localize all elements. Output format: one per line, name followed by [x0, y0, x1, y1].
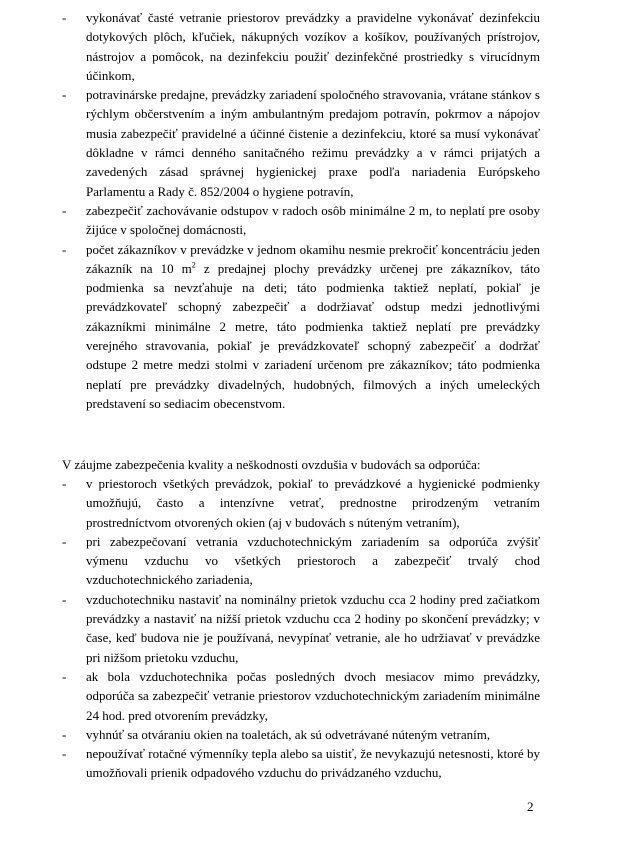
- list-item: [62, 474, 540, 532]
- list-item-text: nepoužívať rotačné výmenníky tepla alebo sa uistiť, že nevykazujú netesnosti, ktoré by umožňovali prienik odpadového vzduchu do privádzaného vzduchu,: [86, 746, 540, 781]
- bullet-dash: -: [62, 202, 67, 218]
- list-item: [62, 8, 540, 85]
- air-quality-list: [62, 474, 540, 783]
- measures-list: [62, 8, 540, 413]
- section-intro: V záujme zabezpečenia kvality a neškodnosti ovzdušia v budovách sa odporúča:: [62, 457, 481, 472]
- bullet-dash: -: [62, 476, 67, 491]
- superscript: 2: [191, 260, 196, 270]
- list-item-text: ak bola vzduchotechnika počas posledných dvoch mesiacov mimo prevádzky, odporúča sa zabezpečiť vetranie priestorov vzduchotechnickým zariadením minimálne 24 hod. pred otvorením prevádzky,: [86, 668, 540, 723]
- list-item: [62, 590, 540, 667]
- list-item: [62, 532, 540, 590]
- bullet-dash: -: [62, 668, 67, 684]
- list-item-text: vykonávať časté vetranie priestorov prevádzky a pravidelne vykonávať dezinfekciu dotykových plôch, kľučiek, nákupných vozíkov a košíkov, používaných prístrojov, nástrojov a pomôcok, na dezinfekciu použiť dezinfekčné prostriedky s virucídnym účinkom,: [86, 10, 540, 83]
- list-item: [62, 725, 540, 744]
- list-item: [62, 744, 540, 783]
- list-item-text: vzduchotechniku nastaviť na nominálny prietok vzduchu cca 2 hodiny pred začiatkom prevádzky a nastaviť na nižší prietok vzduchu cca 2 hodiny po skončení prevádzky; v čase, keď budova nie je používaná, nevypínať vetranie, ale ho udržiavať v prevádzke pri nižšom prietoku vzduchu,: [86, 591, 540, 665]
- list-item-text: vyhnúť sa otváraniu okien na toaletách, ak sú odvetrávané núteným vetraním,: [86, 726, 491, 742]
- list-item-text: [86, 242, 540, 411]
- list-item: [62, 201, 540, 240]
- page-number: 2: [527, 799, 534, 814]
- text-segment: z predajnej plochy prevádzky určenej pre zákazníkov, táto podmienka sa nevzťahuje na deti; táto podmienka taktiež neplatí, pokiaľ je prevádzkovateľ schopný zabezpečiť a dodržiavať odstup medzi jednotlivými zákazníkmi minimálne 2 metre, táto podmienka taktiež neplatí pre prevádzky verejného stravovania, pokiaľ je prevádzkovateľ schopný zabezpečiť a dodržať odstupe 2 metre medzi stolmi v zariadení určenom pre zákazníkov; táto podmienka neplatí pre prevádzky divadelných, hudobných, filmových a iných umeleckých predstavení so sediacim obecenstvom.: [86, 260, 540, 411]
- list-item-text: zabezpečiť zachovávanie odstupov v radoch osôb minimálne 2 m, to neplatí pre osoby žijúce v spoločnej domácnosti,: [86, 202, 540, 238]
- list-item-text: potravinárske predajne, prevádzky zariadení spoločného stravovania, vrátane stánkov s rýchlym občerstvením a iným ambulantným predajom potravín, pokrmov a nápojov musia zabezpečiť pravidelné a účinné čistenie a dezinfekciu, ktoré sa musí vykonávať dôkladne v rámci denného sanitačného režimu prevádzky a v rámci prijatých a zavedených zásad správnej hygienickej praxe podľa nariadenia Európskeho Parlamentu a Rady č. 852/2004 o hygiene potravín,: [86, 87, 540, 199]
- bullet-dash: -: [62, 10, 67, 25]
- list-item-text: v priestoroch všetkých prevádzok, pokiaľ to prevádzkové a hygienické podmienky umožňujú, často a intenzívne vetrať, prednostne prirodzeným vetraním prostredníctvom otvorených okien (aj v budovách s núteným vetraním),: [86, 476, 540, 530]
- bullet-dash: -: [62, 87, 67, 103]
- bullet-dash: -: [62, 746, 67, 762]
- bullet-dash: -: [62, 591, 67, 607]
- list-item: [62, 85, 540, 201]
- bullet-dash: -: [62, 726, 67, 742]
- list-item: [62, 667, 540, 725]
- bullet-dash: -: [62, 533, 67, 549]
- list-item: [62, 240, 540, 414]
- bullet-dash: -: [62, 241, 67, 257]
- list-item-text: pri zabezpečovaní vetrania vzduchotechnickým zariadením sa odporúča zvýšiť výmenu vzduchu vo všetkých priestoroch a zabezpečiť trvalý chod vzduchotechnického zariadenia,: [86, 533, 540, 588]
- text-segment: počet zákazníkov v prevádzke v jednom okamihu nesmie prekročiť koncentráciu jeden zákazník na 10 m: [86, 241, 540, 276]
